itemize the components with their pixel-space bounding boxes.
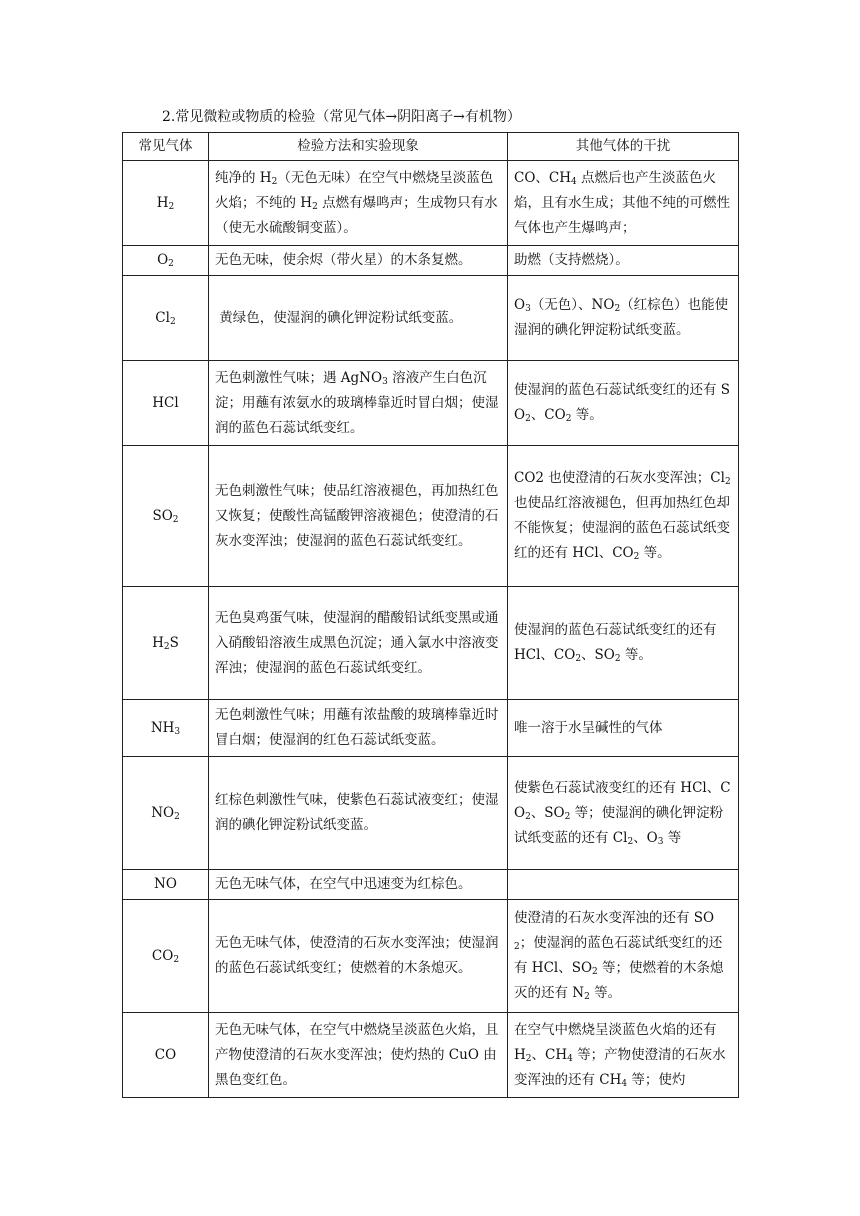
interference-cell: 使湿润的蓝色石蕊试纸变红的还有 $SO_2$、$CO_2$ 等。 bbox=[508, 361, 739, 446]
method-cell: 无色无味气体，使澄清的石灰水变浑浊；使湿润的蓝色石蕊试纸变红；使燃着的木条熄灭。 bbox=[209, 900, 508, 1013]
method-cell: 无色臭鸡蛋气味，使湿润的醋酸铅试纸变黑或通入硝酸铅溶液生成黑色沉淀；通入氯水中溶液变浑浊；使湿润的蓝色石蕊试纸变红。 bbox=[209, 587, 508, 700]
method-cell: 红棕色刺激性气味，使紫色石蕊试液变红；使湿润的碘化钾淀粉试纸变蓝。 bbox=[209, 757, 508, 870]
table-header-row bbox=[123, 133, 739, 161]
interference-cell: 唯一溶于水呈碱性的气体 bbox=[508, 700, 739, 757]
interference-cell: CO、$CH_4$ 点燃后也产生淡蓝色火焰，且有水生成；其他不纯的可燃性气体也产生爆鸣声； bbox=[508, 161, 739, 246]
method-cell: 纯净的 $H_2$（无色无味）在空气中燃烧呈淡蓝色火焰；不纯的 $H_2$ 点燃有爆鸣声；生成物只有水（使无水硫酸铜变蓝）。 bbox=[209, 161, 508, 246]
header-gas: 常见气体 bbox=[123, 133, 209, 161]
interference-cell bbox=[508, 870, 739, 900]
gas-detection-table bbox=[122, 132, 739, 1098]
interference-cell: $O_3$（无色）、$NO_2$（红棕色）也能使湿润的碘化钾淀粉试纸变蓝。 bbox=[508, 276, 739, 361]
method-cell: 无色刺激性气味；使品红溶液褪色，再加热红色又恢复；使酸性高锰酸钾溶液褪色；使澄清的石灰水变浑浊；使湿润的蓝色石蕊试纸变红。 bbox=[209, 446, 508, 587]
method-cell: 无色无味，使余烬（带火星）的木条复燃。 bbox=[209, 246, 508, 276]
table-row bbox=[123, 1013, 739, 1098]
table-row bbox=[123, 446, 739, 587]
interference-cell: 助燃（支持燃烧）。 bbox=[508, 246, 739, 276]
gas-name-cell: $O_2$ bbox=[123, 246, 209, 276]
interference-cell: 使湿润的蓝色石蕊试纸变红的还有 HCl、$CO_2$、$SO_2$ 等。 bbox=[508, 587, 739, 700]
table-row bbox=[123, 900, 739, 1013]
table-row bbox=[123, 246, 739, 276]
table-row bbox=[123, 870, 739, 900]
gas-name-cell: $H_2$ bbox=[123, 161, 209, 246]
gas-name-cell: $NH_3$ bbox=[123, 700, 209, 757]
table-row bbox=[123, 700, 739, 757]
table-row bbox=[123, 361, 739, 446]
interference-cell: 使澄清的石灰水变浑浊的还有 $SO_2$；使湿润的蓝色石蕊试纸变红的还有 HCl、$SO_2$ 等；使燃着的木条熄灭的还有 $N_2$ 等。 bbox=[508, 900, 739, 1013]
gas-name-cell: $Cl_2$ bbox=[123, 276, 209, 361]
method-cell: 无色无味气体，在空气中燃烧呈淡蓝色火焰，且产物使澄清的石灰水变浑浊；使灼热的 CuO 由黑色变红色。 bbox=[209, 1013, 508, 1098]
header-interference: 其他气体的干扰 bbox=[508, 133, 739, 161]
gas-name-cell: NO bbox=[123, 870, 209, 900]
section-heading: 2.常见微粒或物质的检验（常见气体→阴阳离子→有机物） bbox=[162, 109, 521, 125]
gas-name-cell: HCl bbox=[123, 361, 209, 446]
table-row bbox=[123, 587, 739, 700]
method-cell: 无色刺激性气味；用蘸有浓盐酸的玻璃棒靠近时冒白烟；使湿润的红色石蕊试纸变蓝。 bbox=[209, 700, 508, 757]
gas-name-cell: $SO_2$ bbox=[123, 446, 209, 587]
gas-name-cell: CO bbox=[123, 1013, 209, 1098]
method-cell: 黄绿色，使湿润的碘化钾淀粉试纸变蓝。 bbox=[209, 276, 508, 361]
interference-cell: CO2 也使澄清的石灰水变浑浊；$Cl_2$ 也使品红溶液褪色，但再加热红色却不能恢复；使湿润的蓝色石蕊试纸变红的还有 HCl、$CO_2$ 等。 bbox=[508, 446, 739, 587]
method-cell: 无色刺激性气味；遇 AgNO$_3$ 溶液产生白色沉淀；用蘸有浓氨水的玻璃棒靠近时冒白烟；使湿润的蓝色石蕊试纸变红。 bbox=[209, 361, 508, 446]
table-row bbox=[123, 276, 739, 361]
table-row bbox=[123, 757, 739, 870]
gas-name-cell: $CO_2$ bbox=[123, 900, 209, 1013]
table-row bbox=[123, 161, 739, 246]
interference-cell: 使紫色石蕊试液变红的还有 HCl、$CO_2$、$SO_2$ 等；使湿润的碘化钾淀粉试纸变蓝的还有 $Cl_2$、$O_3$ 等 bbox=[508, 757, 739, 870]
header-method: 检验方法和实验现象 bbox=[209, 133, 508, 161]
gas-name-cell: $H_2S$ bbox=[123, 587, 209, 700]
method-cell: 无色无味气体，在空气中迅速变为红棕色。 bbox=[209, 870, 508, 900]
gas-name-cell: $NO_2$ bbox=[123, 757, 209, 870]
interference-cell: 在空气中燃烧呈淡蓝色火焰的还有 $H_2$、$CH_4$ 等；产物使澄清的石灰水变浑浊的还有 $CH_4$ 等；使灼 bbox=[508, 1013, 739, 1098]
